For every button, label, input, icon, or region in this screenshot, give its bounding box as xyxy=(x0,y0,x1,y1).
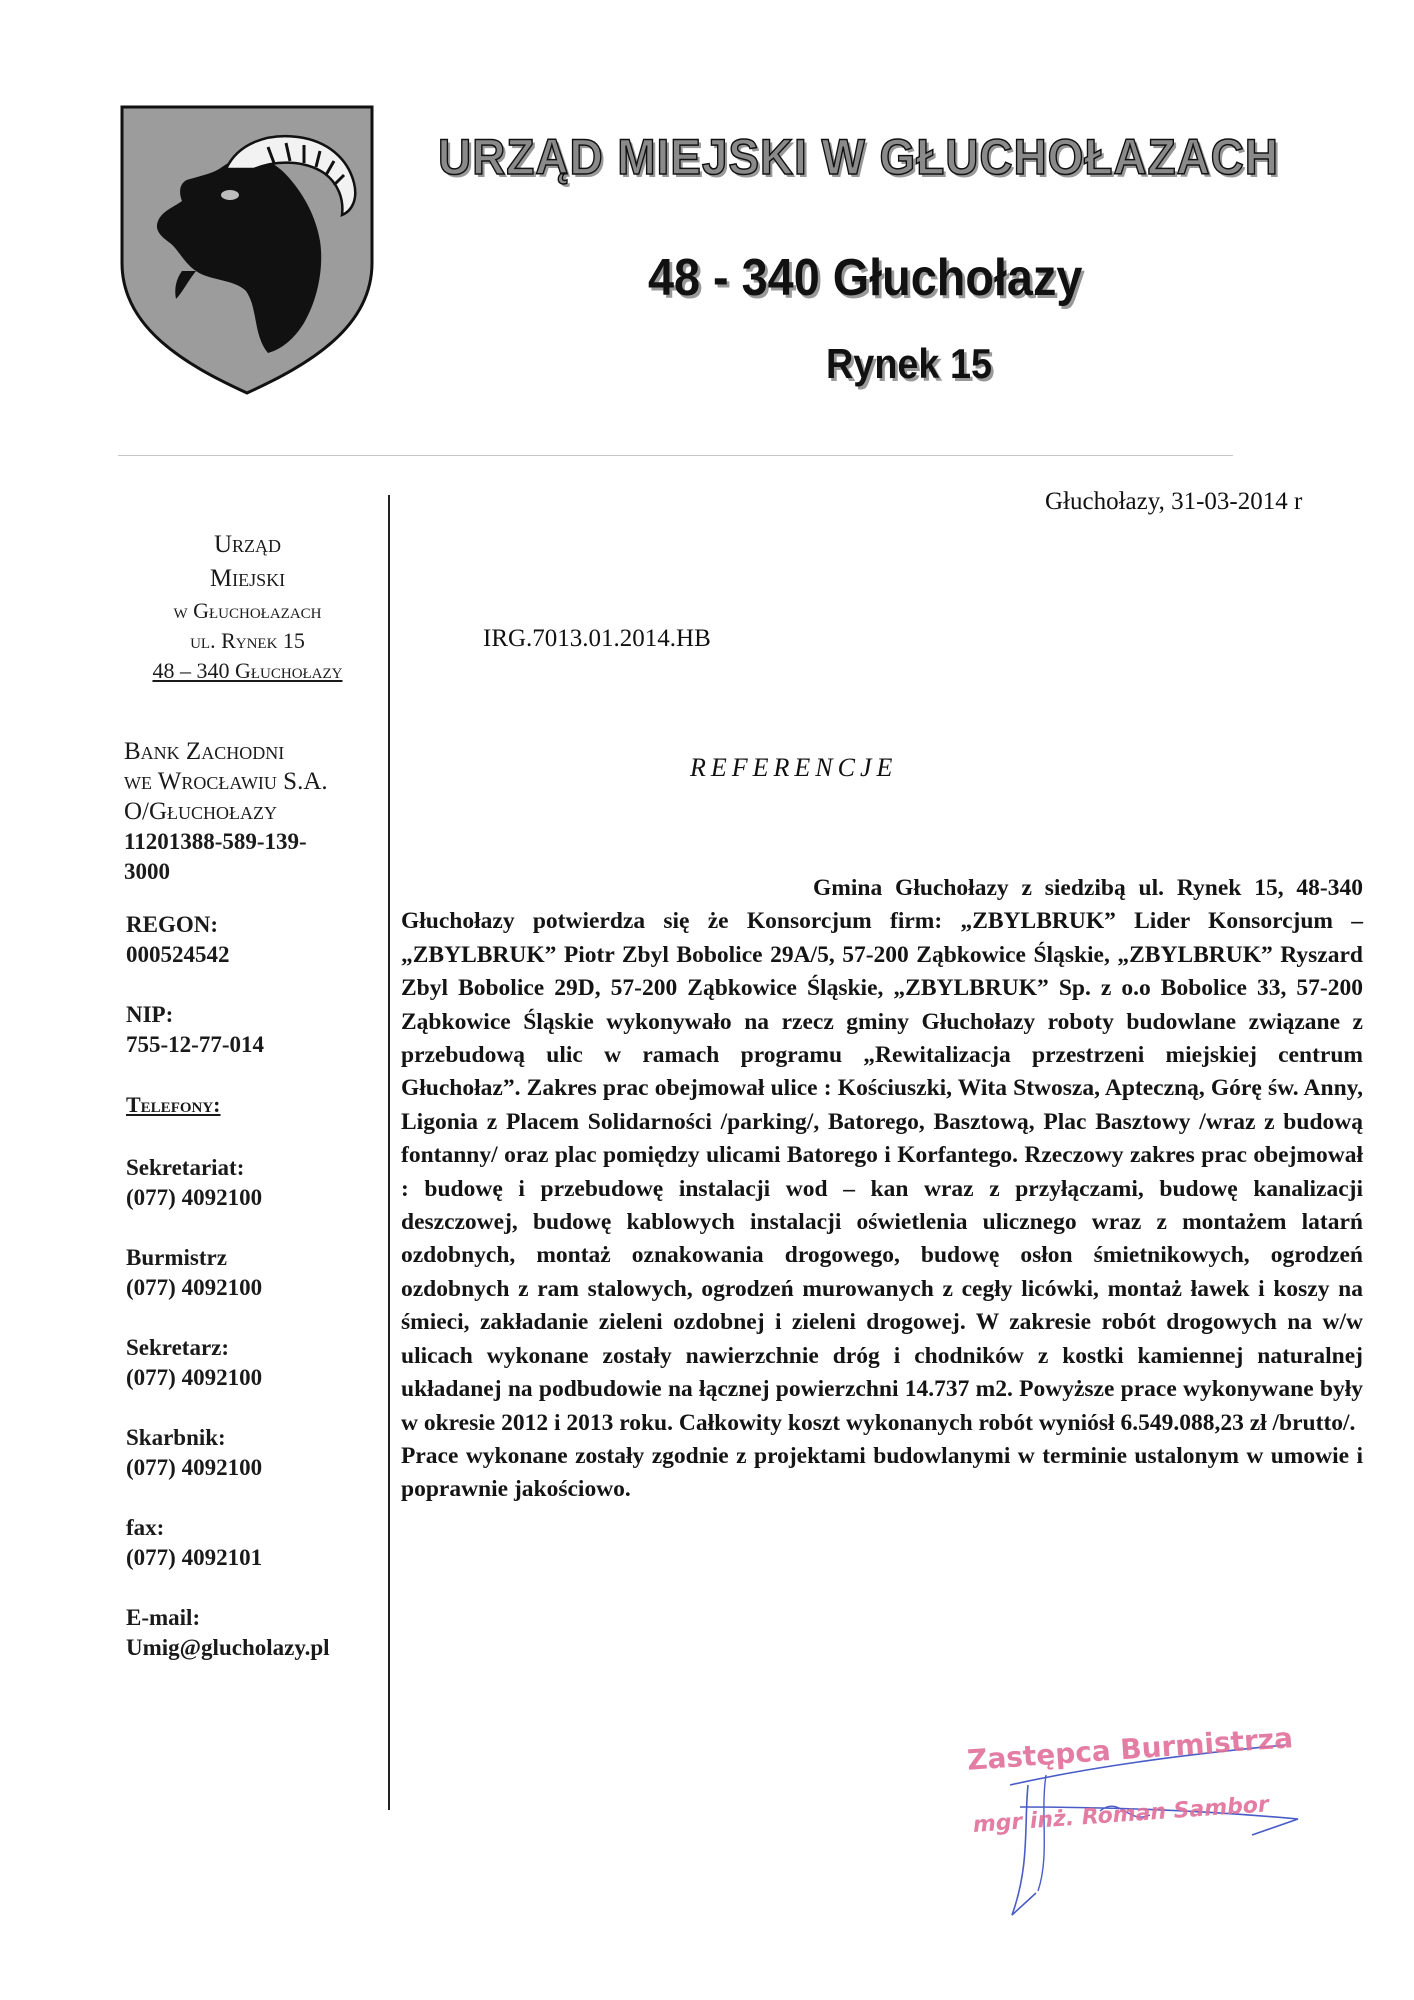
body-paragraph-2: Prace wykonane zostały zgodnie z projektami budowlanymi w terminie ustalonym w umowie i poprawnie jakościowo. xyxy=(401,1442,1363,1503)
office-street: Rynek 15 xyxy=(826,340,993,387)
contact-item xyxy=(126,1423,386,1483)
office-line-4: ul. Rynek 15 xyxy=(190,628,305,653)
office-line-3: w Głuchołazach xyxy=(173,598,322,623)
nip-block xyxy=(126,1000,386,1060)
office-line-1: Urząd xyxy=(213,531,282,558)
contact-item xyxy=(126,1333,386,1393)
bank-line-3: O/Głuchołazy xyxy=(124,798,278,825)
bank-line-1: Bank Zachodni xyxy=(124,738,285,765)
office-city: 48 - 340 Głuchołazy xyxy=(648,249,1083,307)
contact-value: (077) 4092100 xyxy=(126,1455,263,1480)
contact-label: Burmistrz xyxy=(126,1245,227,1270)
coat-of-arms-icon xyxy=(118,103,376,395)
contact-value: (077) 4092100 xyxy=(126,1365,263,1390)
nip-label: NIP: xyxy=(126,1002,174,1027)
contact-value: (077) 4092101 xyxy=(126,1545,263,1570)
contact-value: (077) 4092100 xyxy=(126,1275,263,1300)
office-line-2: Miejski xyxy=(209,565,286,592)
contact-item xyxy=(126,1153,386,1213)
body-paragraph-1: Gmina Głuchołazy z siedzibą ul. Rynek 15, 48-340 Głuchołazy potwierdza się że Konsorcjum firm: „ZBYLBRUK” Lider Konsorcjum – „ZBYLBRUK” Piotr Zbyl Bobolice 29A/5, 57-200 Ząbkowice Śląskie, „ZBYLBRUK” Ryszard Zbyl Bobolice 29D, 57-200 Ząbkowice Śląskie, „ZBYLBRUK” Sp. z o.o Bobolice 33, 57-200 Ząbkowice Śląskie wykonywało na rzecz gminy Głuchołazy roboty budowlane związane z przebudową ulic w ramach programu „Rewitalizacja przestrzeni miejskiej centrum Głuchołaz”. Zakres prac obejmował ulice : Kościuszki, Wita Stwosza, Apteczną, Górę św. Anny, Ligonia z Placem Solidarności /parking/, Batorego, Basztową, Plac Basztowy /wraz z budową fontanny/ oraz plac pomiędzy ulicami Batorego i Korfantego. Rzeczowy zakres prac obejmował : budowę i przebudowę instalacji wod – kan wraz z przyłączami, budowę kanalizacji deszczowej, budowę kablowych instalacji oświetlenia ulicznego wraz z montażem latarń ozdobnych, montaż oznakowania drogowego, budowę osłon śmietnikowych, ogrodzeń ozdobnych z ram stalowych, ogrodzeń murowanych z cegły licówki, montaż ławek i koszy na śmieci, zakładanie zieleni ozdobnej i zieleni drogowej. W zakresie robót drogowych na w/w ulicach wykonane zostały nawierzchnie dróg i chodników z kostki kamiennej naturalnej układanej na podbudowie na łącznej powierzchni 14.737 m2. Powyższe prace wykonywane były w okresie 2012 i 2013 roku. Całkowity koszt wykonanych robót wyniósł 6.549.088,23 zł /brutto/. xyxy=(401,875,1363,1436)
contact-label: Sekretarz: xyxy=(126,1335,230,1360)
contact-item xyxy=(126,1513,386,1573)
contact-item xyxy=(126,1603,386,1663)
stamp-name: mgr inż. Roman Sambor xyxy=(972,1792,1270,1838)
office-line-5: 48 – 340 Głuchołazy xyxy=(152,658,343,683)
letter-date: Głuchołazy, 31-03-2014 r xyxy=(1045,488,1303,515)
contact-value: (077) 4092100 xyxy=(126,1185,263,1210)
document-title: REFERENCJE xyxy=(690,753,898,782)
bank-account-2: 3000 xyxy=(124,859,170,884)
contact-value: Umig@glucholazy.pl xyxy=(126,1635,330,1660)
bank-account-1: 11201388-589-139- xyxy=(124,829,307,854)
header-divider xyxy=(118,455,1233,456)
bank-line-2: we Wrocławiu S.A. xyxy=(124,768,328,795)
column-divider xyxy=(388,495,390,1810)
reference-number: IRG.7013.01.2014.HB xyxy=(483,625,711,652)
nip-value: 755-12-77-014 xyxy=(126,1032,264,1057)
office-title: URZĄD MIEJSKI W GŁUCHOŁAZACH xyxy=(438,129,1279,185)
sidebar-office-address xyxy=(120,528,375,686)
contact-label: fax: xyxy=(126,1515,165,1540)
regon-block xyxy=(126,910,386,970)
stamp-title: Zastępca Burmistrza xyxy=(966,1721,1294,1777)
phones-heading: Telefony: xyxy=(126,1092,221,1117)
contact-label: Skarbnik: xyxy=(126,1425,226,1450)
letter-body xyxy=(401,872,1363,1507)
regon-label: REGON: xyxy=(126,912,218,937)
contact-label: E-mail: xyxy=(126,1605,201,1630)
contact-label: Sekretariat: xyxy=(126,1155,245,1180)
regon-value: 000524542 xyxy=(126,942,230,967)
contact-item xyxy=(126,1243,386,1303)
sidebar-bank xyxy=(124,737,389,887)
